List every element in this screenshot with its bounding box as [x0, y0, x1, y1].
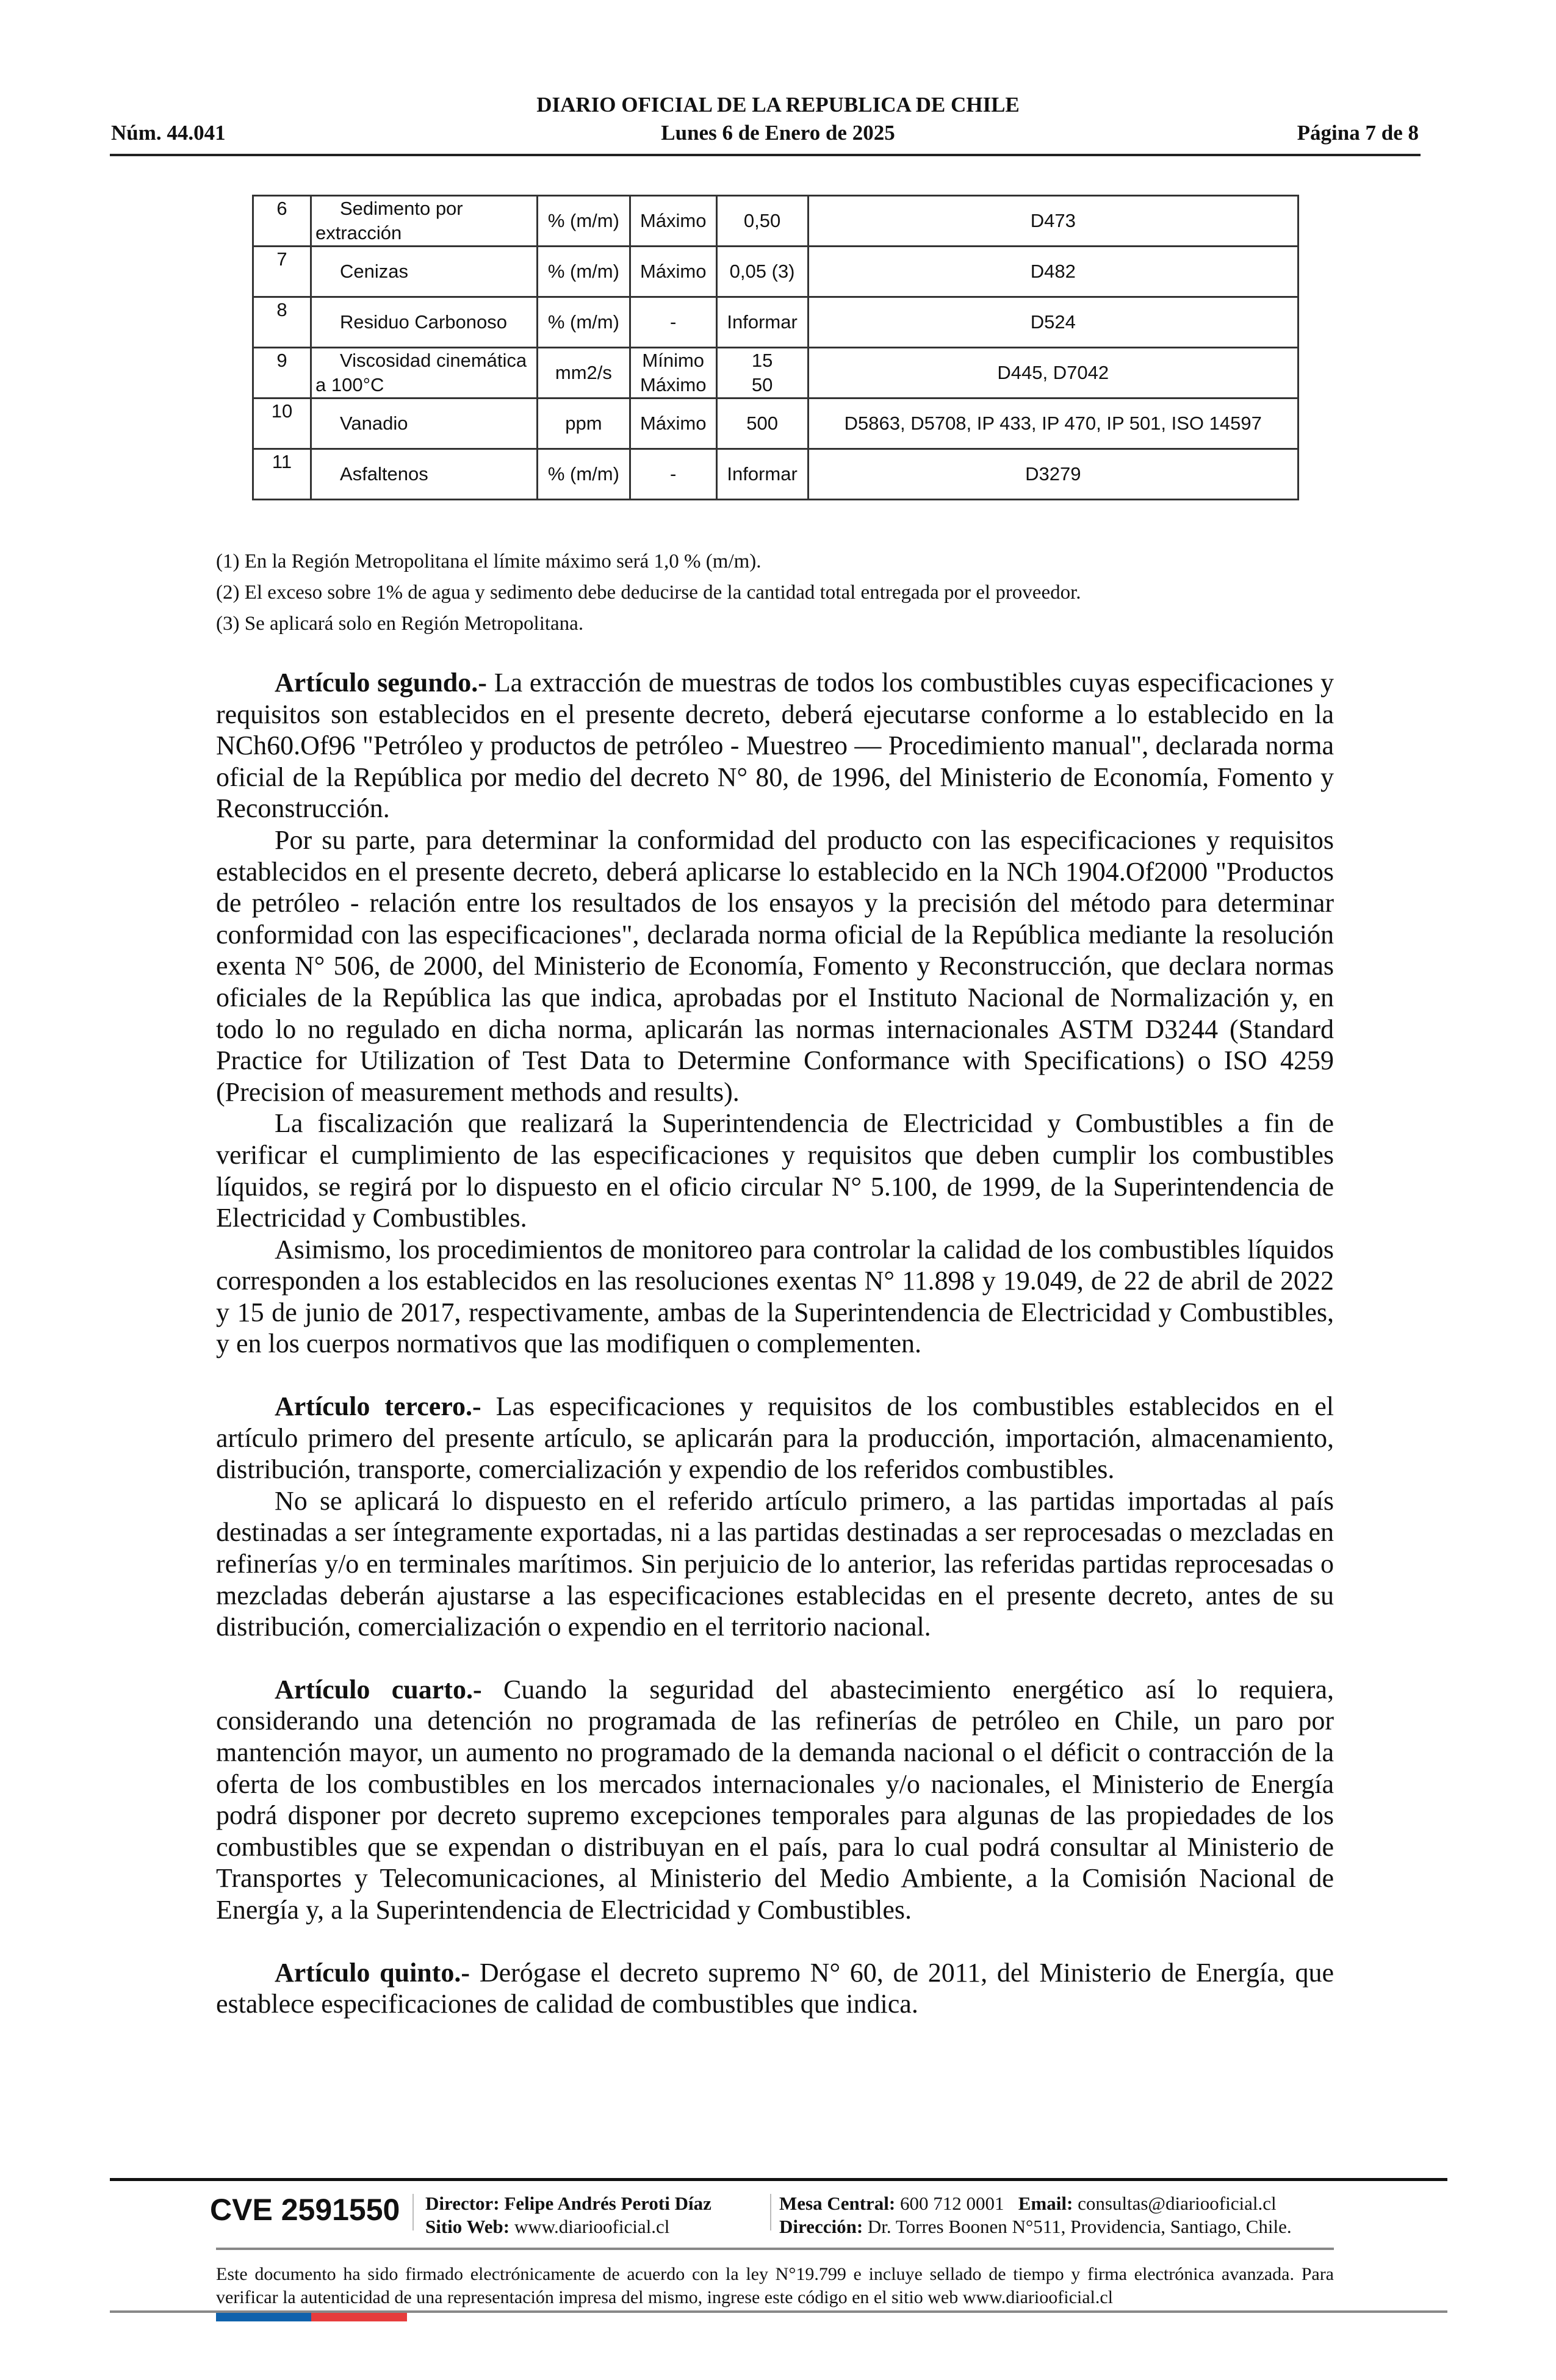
row-number: 7 — [253, 247, 311, 297]
table-row — [253, 398, 1298, 449]
article-heading: Artículo cuarto.- — [275, 1674, 482, 1704]
unit-cell: % (m/m) — [538, 247, 630, 297]
paragraph: Asimismo, los procedimientos de monitoreo para controlar la calidad de los combustibles líquidos corresponden a los establecidos en las resoluciones exentas N° 11.898 y 19.049, de 22 de abril de 2022 y 15 de junio de 2017, respectivamente, ambas de la Superintendencia de Electricidad y Combustibles, y en los cuerpos normativos que las modifiquen o complementen. — [216, 1234, 1334, 1359]
decree-body — [216, 667, 1334, 2020]
paragraph: Artículo segundo.- La extracción de muestras de todos los combustibles cuyas especificaciones y requisitos son establecidos en el presente decreto, deberá ejecutarse conforme a lo establecido en la NCh60.Of96 "Petróleo y productos de petróleo - Muestreo — Procedimiento manual", declarada norma oficial de la República por medio del decreto N° 80, de 1996, del Ministerio de Economía, Fomento y Reconstrucción. — [216, 668, 1334, 824]
footer-separator — [412, 2194, 414, 2230]
unit-cell: ppm — [538, 398, 630, 449]
property-name: Asfaltenos — [311, 449, 538, 500]
issue-date: Lunes 6 de Enero de 2025 — [661, 121, 895, 145]
limit-cell: Máximo — [630, 196, 716, 247]
property-name: Residuo Carbonoso — [311, 297, 538, 348]
method-cell: D524 — [808, 297, 1298, 348]
article-heading: Artículo quinto.- — [275, 1957, 470, 1988]
limit-cell: Mínimo Máximo — [630, 348, 716, 398]
row-number: 8 — [253, 297, 311, 348]
limit-cell: Máximo — [630, 247, 716, 297]
unit-cell: % (m/m) — [538, 196, 630, 247]
phone: 600 712 0001 — [900, 2193, 1004, 2214]
footnote: (1) En la Región Metropolitana el límite máximo será 1,0 % (m/m). — [216, 550, 762, 572]
flag-red-bar — [311, 2313, 407, 2321]
table-row — [253, 449, 1298, 500]
newspaper-title: DIARIO OFICIAL DE LA REPUBLICA DE CHILE — [536, 93, 1020, 117]
method-cell: D3279 — [808, 449, 1298, 500]
method-cell: D445, D7042 — [808, 348, 1298, 398]
header-divider — [110, 154, 1421, 156]
unit-cell: % (m/m) — [538, 297, 630, 348]
method-cell: D473 — [808, 196, 1298, 247]
issue-number: Núm. 44.041 — [111, 121, 226, 145]
footnotes — [216, 546, 1081, 640]
website-link[interactable]: www.diariooficial.cl — [514, 2216, 670, 2237]
property-name: Cenizas — [311, 247, 538, 297]
cve-code: CVE 2591550 — [210, 2193, 400, 2227]
value-cell: 15 50 — [716, 348, 808, 398]
value-cell: Informar — [716, 449, 808, 500]
paragraph: Artículo cuarto.- Cuando la seguridad del abastecimiento energético así lo requiera, considerando una detención no programada de las refinerías de petróleo en Chile, un paro por mantención mayor, un aumento no programado de la demanda nacional o el déficit o contracción de la oferta de los combustibles en los mercados internacionales y/o nacionales, el Ministerio de Energía podrá disponer por decreto supremo excepciones temporales para algunas de las propiedades de los combustibles que se expendan o distribuyan en el país, para lo cual podrá consultar al Ministerio de Transportes y Telecomunicaciones, al Ministerio del Medio Ambiente, a la Comisión Nacional de Energía y, a la Superintendencia de Electricidad y Combustibles. — [216, 1674, 1334, 1925]
paragraph: La fiscalización que realizará la Superintendencia de Electricidad y Combustibles a fin de verificar el cumplimiento de las especificaciones y requisitos que deben cumplir los combustibles líquidos, se regirá por lo dispuesto en el oficio circular N° 5.100, de 1999, de la Superintendencia de Electricidad y Combustibles. — [216, 1108, 1334, 1233]
article-heading: Artículo segundo.- — [275, 668, 487, 698]
footer-director-block: Director: Felipe Andrés Peroti Díaz Sitio Web: www.diariooficial.cl — [425, 2193, 711, 2237]
footer-separator — [770, 2194, 771, 2230]
paragraph: Artículo quinto.- Derógase el decreto supremo N° 60, de 2011, del Ministerio de Energía, que establece especificaciones de calidad de combustibles que indica. — [216, 1957, 1334, 2019]
method-cell: D482 — [808, 247, 1298, 297]
limit-cell: - — [630, 449, 716, 500]
limit-cell: Máximo — [630, 398, 716, 449]
footer-divider — [110, 2178, 1447, 2181]
unit-cell: % (m/m) — [538, 449, 630, 500]
row-number: 10 — [253, 398, 311, 449]
property-name: Vanadio — [311, 398, 538, 449]
paragraph: No se aplicará lo dispuesto en el referido artículo primero, a las partidas importadas al país destinadas a ser íntegramente exportadas, ni a las partidas destinadas a ser reprocesadas o mezcladas en refinerías y/o en terminales marítimos. Sin perjuicio de lo anterior, las referidas partidas reprocesadas o mezcladas deberán ajustarse a las especificaciones establecidas en el presente decreto, antes de su distribución, comercialización o expendio en el territorio nacional. — [216, 1485, 1334, 1642]
footnote: (3) Se aplicará solo en Región Metropolitana. — [216, 613, 584, 635]
value-cell: 500 — [716, 398, 808, 449]
address: Dr. Torres Boonen N°511, Providencia, Santiago, Chile. — [867, 2216, 1292, 2237]
legal-notice: Este documento ha sido firmado electrónicamente de acuerdo con la ley N°19.799 e incluye sellado de tiempo y firma electrónica avanzada. Para verificar la autenticidad de una representación impresa del mismo, ingrese este código en el sitio web www.diariooficial.cl — [216, 2264, 1334, 2307]
director-name: Felipe Andrés Peroti Díaz — [504, 2193, 711, 2214]
unit-cell: mm2/s — [538, 348, 630, 398]
value-cell: 0,50 — [716, 196, 808, 247]
row-number: 11 — [253, 449, 311, 500]
email-link[interactable]: consultas@diariooficial.cl — [1078, 2193, 1277, 2214]
property-name: Viscosidad cinemática a 100°C — [311, 348, 538, 398]
row-number: 6 — [253, 196, 311, 247]
property-name: Sedimento por extracción — [311, 196, 538, 247]
value-cell: Informar — [716, 297, 808, 348]
page-number: Página 7 de 8 — [1297, 121, 1419, 145]
footer-divider — [216, 2248, 1334, 2250]
footer-contact-block: Mesa Central: 600 712 0001 Email: consultas@diariooficial.cl Dirección: Dr. Torres Boonen N°511, Providencia, Santiago, Chile. — [779, 2193, 1292, 2237]
row-number: 9 — [253, 348, 311, 398]
paragraph: Por su parte, para determinar la conformidad del producto con las especificaciones y requisitos establecidos en el presente decreto, deberá aplicarse lo establecido en la NCh 1904.Of2000 "Productos de petróleo - relación entre los resultados de los ensayos y la precisión del método para determinar conformidad con las especificaciones", declarada norma oficial de la República mediante la resolución exenta N° 506, de 2000, del Ministerio de Economía, Fomento y Reconstrucción, que declara normas oficiales de la República las que indica, aprobadas por el Instituto Nacional de Normalización y, en todo lo no regulado en dicha norma, aplicarán las normas internacionales ASTM D3244 (Standard Practice for Utilization of Test Data to Determine Conformance with Specifications) o ISO 4259 (Precision of measurement methods and results). — [216, 824, 1334, 1107]
footnote: (2) El exceso sobre 1% de agua y sedimento debe deducirse de la cantidad total entregada por el proveedor. — [216, 582, 1081, 604]
paragraph: Artículo tercero.- Las especificaciones y requisitos de los combustibles establecidos en el artículo primero del presente artículo, se aplicarán para la producción, importación, almacenamiento, distribución, transporte, comercialización y expendio de los referidos combustibles. — [216, 1391, 1334, 1485]
article-heading: Artículo tercero.- — [275, 1391, 481, 1422]
specifications-table — [252, 195, 1299, 500]
method-cell: D5863, D5708, IP 433, IP 470, IP 501, ISO 14597 — [808, 398, 1298, 449]
limit-cell: - — [630, 297, 716, 348]
table-row — [253, 297, 1298, 348]
value-cell: 0,05 (3) — [716, 247, 808, 297]
table-row — [253, 196, 1298, 247]
table-row — [253, 348, 1298, 398]
flag-blue-bar — [216, 2313, 311, 2321]
table-row — [253, 247, 1298, 297]
